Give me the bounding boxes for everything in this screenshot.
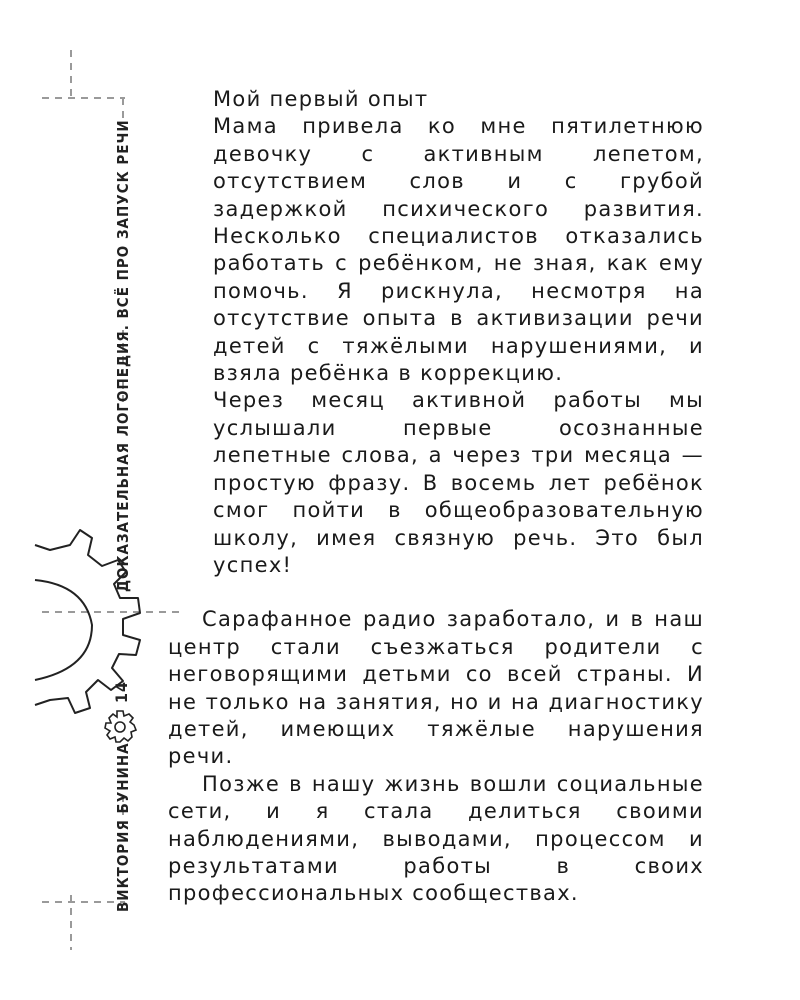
section-heading: Мой первый опыт [213,87,429,111]
paragraph: Мама привела ко мне пятилетнюю девочку с активным лепетом, отсутствием слов и с грубой задержкой психического развития. Несколько специалистов отказались работать с ребёнком, не зная, как ему помочь. Я рискнула, несмотря на отсутствие опыта в активизации речи детей с тяжёлыми нарушениями, и взяла ребёнка в коррекцию. [213,114,704,386]
author-name: ВИКТОРИЯ БУНИНА [114,742,132,912]
series-title: ДОКАЗАТЕЛЬНАЯ ЛОГОПЕДИЯ. ВСЁ ПРО ЗАПУСК РЕЧИ [114,119,132,592]
paragraph: Позже в нашу жизнь вошли социальные сети, и я стала делиться своими наблюдениями, выводами, процессом и результатами работы в своих профессиональных сообществах. [168,771,704,906]
page-content [168,86,704,908]
paragraph: Сарафанное радио заработало, и в наш центр стали съезжаться родители с неговорящими детьми со всей страны. И не только на занятия, но и на диагностику детей, имеющих тяжёлые нарушения речи. [168,607,704,769]
paragraph: Через месяц активной работы мы услышали первые осознанные лепетные слова, а через три месяца — простую фразу. В восемь лет ребёнок смог пойти в общеобразовательную школу, имея связную речь. Это был успех! [213,388,704,577]
page-number: 14 [112,680,131,703]
paragraph-gap [168,579,704,606]
